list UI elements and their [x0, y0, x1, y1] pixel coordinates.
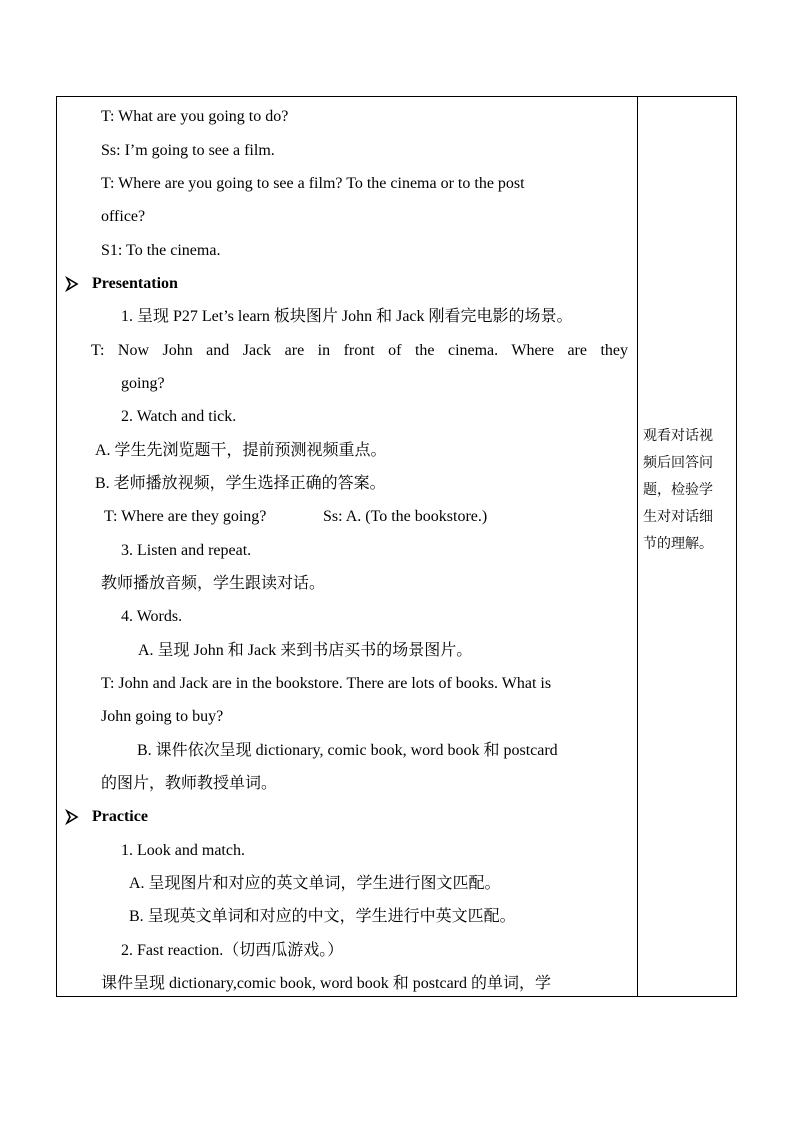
note-line: 观看对话视	[643, 428, 713, 444]
presentation-step-2: 2. Watch and tick.	[121, 408, 237, 425]
presentation-question-1-cont: going?	[121, 375, 165, 392]
presentation-question-3: T: John and Jack are in the bookstore. There are lots of books. What is	[101, 675, 552, 692]
presentation-step-2-b: B. 老师播放视频，学生选择正确的答案。	[95, 475, 386, 492]
presentation-step-4-b-cont: 的图片，教师教授单词。	[101, 775, 278, 792]
presentation-step-3: 3. Listen and repeat.	[121, 542, 252, 559]
lesson-table	[56, 96, 737, 997]
note-line: 题，检验学	[643, 482, 713, 498]
column-divider	[637, 97, 638, 996]
section-heading-presentation: Presentation	[92, 275, 178, 292]
design-intent-notes	[643, 423, 735, 558]
note-line: 节的理解。	[643, 536, 713, 552]
presentation-answer-2: Ss: A. (To the bookstore.)	[323, 508, 488, 525]
arrow-bullet-icon	[65, 274, 79, 294]
note-line: 频后回答问	[643, 455, 713, 471]
arrow-bullet-icon	[65, 807, 79, 827]
dialogue-line-3: T: Where are you going to see a film? To the cinema or to the post	[101, 175, 525, 192]
dialogue-line-2: Ss: I’m going to see a film.	[101, 142, 275, 159]
dialogue-line-1: T: What are you going to do?	[101, 108, 289, 125]
section-heading-practice: Practice	[92, 808, 148, 825]
dialogue-line-4: office?	[101, 208, 146, 225]
practice-step-1-b: B. 呈现英文单词和对应的中文，学生进行中英文匹配。	[129, 908, 516, 925]
presentation-step-1: 1. 呈现 P27 Let’s learn 板块图片 John 和 Jack 刚看完电影的场景。	[121, 308, 573, 325]
presentation-step-2-a: A. 学生先浏览题干，提前预测视频重点。	[95, 442, 387, 459]
presentation-step-3-desc: 教师播放音频，学生跟读对话。	[101, 575, 326, 592]
practice-step-2-desc: 课件呈现 dictionary,comic book, word book 和 postcard 的单词，学	[101, 975, 552, 992]
presentation-step-4-b: B. 课件依次呈现 dictionary, comic book, word book 和 postcard	[137, 742, 558, 759]
practice-step-1: 1. Look and match.	[121, 842, 245, 859]
presentation-question-3-cont: John going to buy?	[101, 708, 224, 725]
practice-step-2: 2. Fast reaction.（切西瓜游戏。）	[121, 942, 344, 959]
presentation-step-4-a: A. 呈现 John 和 Jack 来到书店买书的场景图片。	[138, 642, 473, 659]
presentation-question-1: T: Now John and Jack are in front of the cinema. Where are they	[91, 342, 628, 359]
practice-step-1-a: A. 呈现图片和对应的英文单词，学生进行图文匹配。	[129, 875, 501, 892]
dialogue-line-5: S1: To the cinema.	[101, 242, 221, 259]
presentation-question-2: T: Where are they going?	[104, 508, 267, 525]
note-line: 生对对话细	[643, 509, 713, 525]
presentation-step-4: 4. Words.	[121, 608, 183, 625]
